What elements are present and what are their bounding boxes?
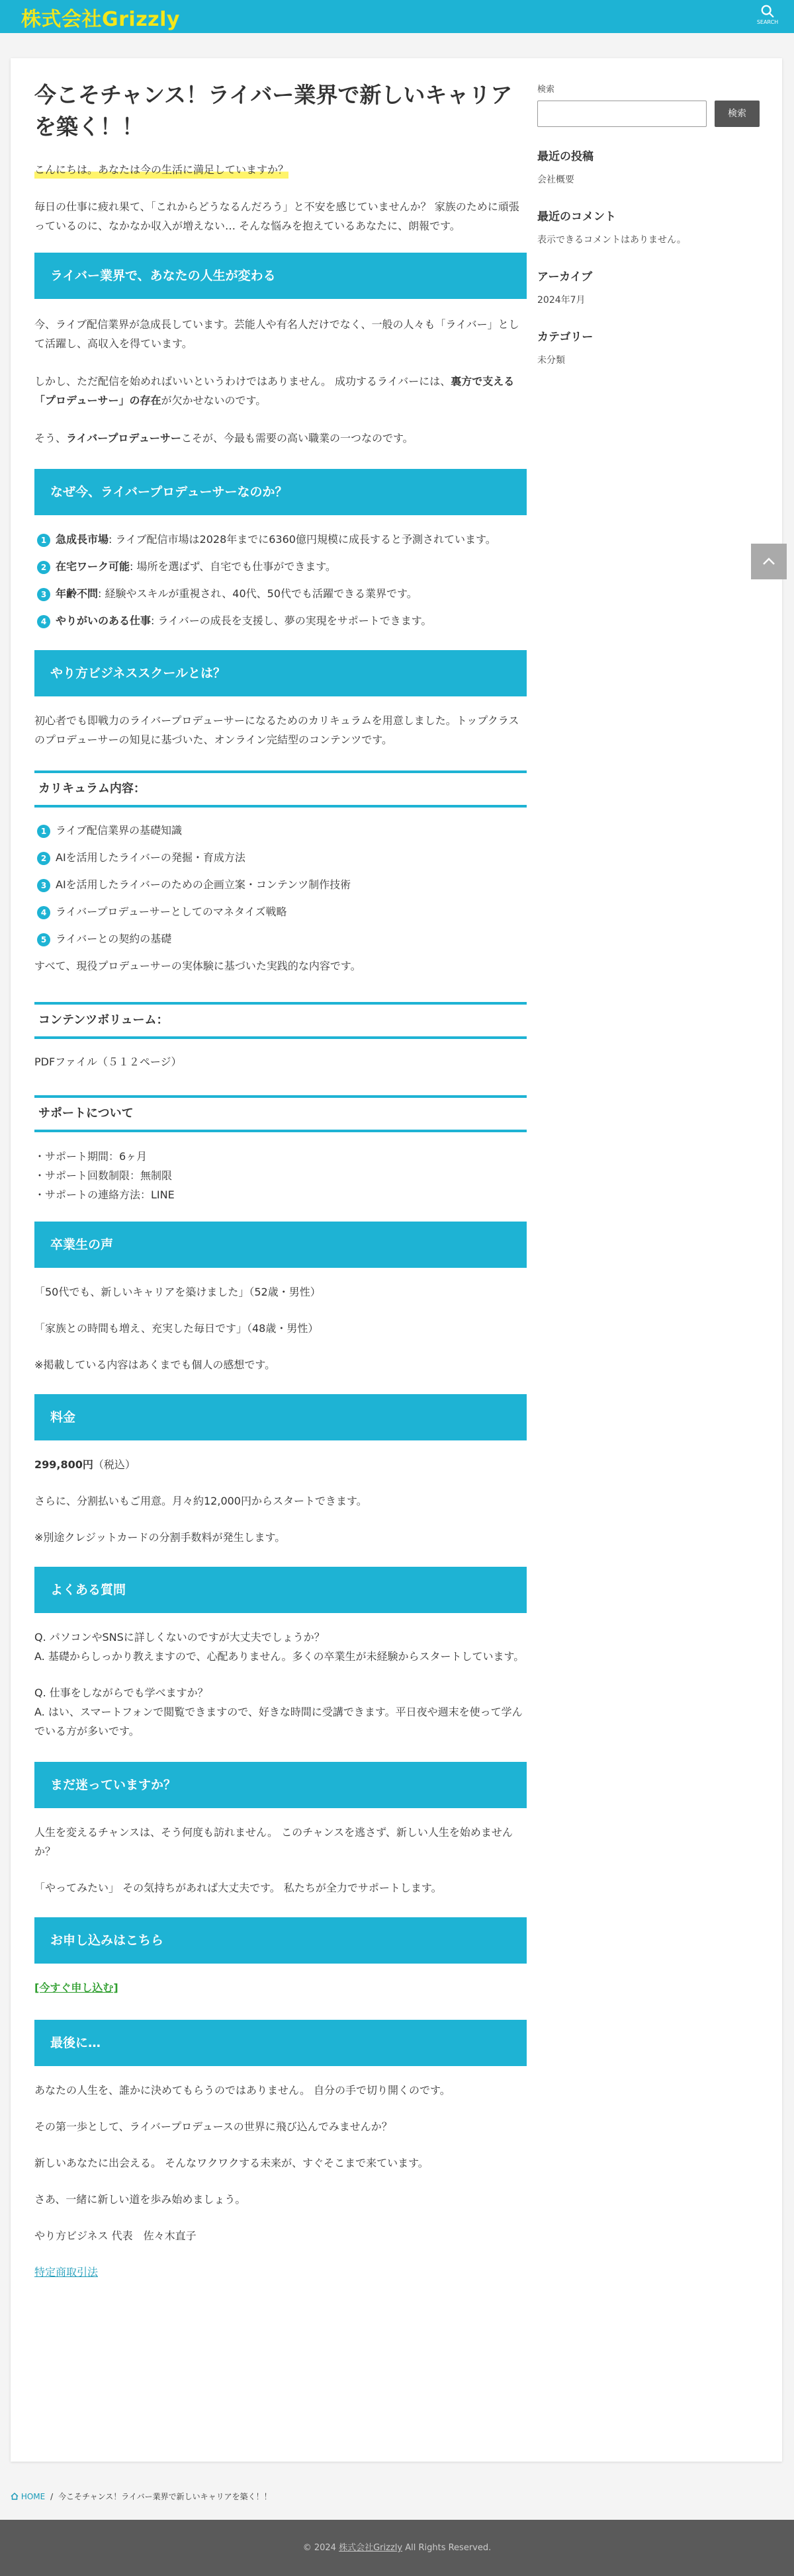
list-item: 5 ライバーとの契約の基礎: [34, 929, 527, 948]
recent-posts-title: 最近の投稿: [537, 150, 594, 163]
paragraph: 今、ライブ配信業界が急成長しています。芸能人や有名人だけでなく、一般の人々も「ライバー」として活躍し、高収入を得ています。: [34, 318, 519, 350]
apply-link[interactable]: [今すぐ申し込む]: [34, 1981, 118, 1994]
list-item: 3 AIを活用したライバーのための企画立案・コンテンツ制作技術: [34, 875, 527, 894]
section-heading: まだ迷っていますか？: [34, 1762, 527, 1808]
faq-question: Q. パソコンやSNSに詳しくないのですが大丈夫でしょうか？: [34, 1631, 325, 1643]
sidebar-search: [537, 82, 762, 135]
breadcrumb-current: 今こそチャンス！ライバー業界で新しいキャリアを築く！！: [58, 2492, 272, 2501]
testimonial: 「50代でも、新しいキャリアを築けました」（52歳・男性）: [34, 1286, 321, 1298]
archives-title: アーカイブ: [537, 270, 593, 284]
faq-answer: A. 基礎からしっかり教えますので、心配ありません。多くの卒業生が未経験からスタートしています。: [34, 1650, 525, 1663]
category-link[interactable]: 未分類: [537, 355, 565, 366]
section-heading: なぜ今、ライバープロデューサーなのか？: [34, 469, 527, 515]
recent-post-link[interactable]: 会社概要: [537, 175, 574, 185]
copyright: © 2024 株式会社Grizzly All Rights Reserved.: [302, 2543, 492, 2553]
price-amount: 299,800円: [34, 1458, 93, 1471]
emphasis: 裏方で支える「プロデューサー」の存在: [34, 375, 515, 407]
search-icon: [760, 4, 775, 19]
paragraph: 「やってみたい」 その気持ちがあれば大丈夫です。 私たちが全力でサポートします。: [34, 1882, 442, 1894]
paragraph: さらに、分割払いもご用意。月々約12,000円からスタートできます。: [34, 1495, 367, 1507]
header-search-button[interactable]: [754, 3, 781, 30]
emphasis: ライバープロデューサー: [66, 432, 181, 444]
sidebar-search-input[interactable]: [537, 101, 707, 127]
section-heading: よくある質問: [34, 1567, 527, 1613]
breadcrumb-separator: /: [50, 2492, 54, 2501]
breadcrumb-home[interactable]: HOME: [11, 2492, 48, 2501]
paragraph: しかし、ただ配信を始めればいいというわけではありません。 成功するライバーには、裏方で支える「プロデューサー」の存在が欠かせないのです。: [34, 375, 515, 407]
no-comments-text: 表示できるコメントはありません。: [537, 235, 686, 245]
sidebar-search-button[interactable]: 検索: [715, 101, 760, 127]
paragraph: 初心者でも即戦力のライバープロデューサーになるためのカリキュラムを用意しました。トップクラスのプロデューサーの知見に基づいた、オンライン完結型のコンテンツです。: [34, 714, 519, 746]
archive-link[interactable]: 2024年7月: [537, 295, 586, 306]
list-item: 2 在宅ワーク可能: 場所を選ばず、自宅でも仕事ができます。: [34, 557, 527, 576]
search-widget-label: 検索: [537, 85, 555, 95]
paragraph: PDFファイル（５１２ページ）: [34, 1056, 182, 1068]
curriculum-list: [34, 821, 527, 948]
support-line: ・サポート回数制限：無制限: [34, 1169, 173, 1182]
lead-highlight: こんにちは。あなたは今の生活に満足していますか？: [34, 161, 288, 179]
paragraph: 人生を変えるチャンスは、そう何度も訪れません。 このチャンスを逃さず、新しい人生を始めませんか？: [34, 1826, 513, 1858]
section-heading: 料金: [34, 1394, 527, 1440]
post-title: 今こそチャンス！ライバー業界で新しいキャリアを築く！！: [34, 82, 513, 140]
site-footer: [0, 2520, 794, 2576]
subsection-heading: サポートについて: [34, 1095, 527, 1132]
paragraph: ※掲載している内容はあくまでも個人の感想です。: [34, 1358, 276, 1371]
intro-paragraph: 毎日の仕事に疲れ果て、「これからどうなるんだろう」と不安を感じていませんか？ 家族のために頑張っているのに、なかなか収入が増えない… そんな悩みを抱えているあなたに、朗報です。: [34, 200, 519, 232]
paragraph: ※別途クレジットカードの分割手数料が発生します。: [34, 1531, 286, 1544]
breadcrumb: [11, 2491, 272, 2502]
section-heading: 最後に…: [34, 2020, 527, 2066]
paragraph: あなたの人生を、誰かに決めてもらうのではありません。 自分の手で切り開くのです。: [34, 2084, 451, 2097]
reasons-list: [34, 530, 527, 630]
subsection-heading: コンテンツボリューム：: [34, 1002, 527, 1039]
section-heading: やり方ビジネススクールとは？: [34, 650, 527, 696]
list-item: 2 AIを活用したライバーの発掘・育成方法: [34, 848, 527, 867]
paragraph: そう、ライバープロデューサーこそが、今最も需要の高い職業の一つなのです。: [34, 432, 414, 444]
faq-question: Q. 仕事をしながらでも学べますか？: [34, 1686, 208, 1699]
list-item: 4 やりがいのある仕事: ライバーの成長を支援し、夢の実現をサポートできます。: [34, 611, 527, 630]
price-paragraph: 299,800円（税込）: [34, 1458, 136, 1471]
sidebar: [537, 82, 762, 366]
legal-link[interactable]: 特定商取引法: [34, 2266, 99, 2278]
paragraph: その第一歩として、ライバープロデュースの世界に飛び込んでみませんか？: [34, 2120, 392, 2133]
subsection-heading: カリキュラム内容：: [34, 770, 527, 808]
site-header: [0, 0, 794, 33]
signature: やり方ビジネス 代表 佐々木直子: [34, 2229, 197, 2242]
list-item: 3 年齢不問: 経験やスキルが重視され、40代、50代でも活躍できる業界です。: [34, 584, 527, 603]
paragraph: さあ、一緒に新しい道を歩み始めましょう。: [34, 2193, 246, 2206]
list-item: 1 急成長市場: ライブ配信市場は2028年までに6360億円規模に成長すると予測されています。: [34, 530, 527, 549]
site-title[interactable]: 株式会社Grizzly: [21, 8, 180, 31]
support-line: ・サポート期間：6ヶ月: [34, 1150, 148, 1163]
paragraph: すべて、現役プロデューサーの実体験に基づいた実践的な内容です。: [34, 960, 361, 972]
support-line: ・サポートの連絡方法：LINE: [34, 1188, 175, 1201]
chevron-up-icon: [751, 544, 787, 579]
recent-comments-title: 最近のコメント: [537, 210, 616, 224]
article: [34, 78, 527, 2282]
back-to-top-button[interactable]: [751, 544, 787, 579]
paragraph: 新しいあなたに出会える。 そんなワクワクする未来が、すぐそこまで来ています。: [34, 2157, 429, 2169]
search-label: SEARCH: [756, 19, 779, 25]
section-heading: お申し込みはこちら: [34, 1917, 527, 1964]
section-heading: ライバー業界で、あなたの人生が変わる: [34, 253, 527, 299]
footer-company-link[interactable]: 株式会社Grizzly: [339, 2543, 403, 2553]
testimonial: 「家族との時間も増え、充実した毎日です」（48歳・男性）: [34, 1322, 319, 1335]
categories-title: カテゴリー: [537, 331, 594, 344]
home-icon: [11, 2493, 19, 2500]
faq-answer: A. はい、スマートフォンで閲覧できますので、好きな時間に受講できます。平日夜や週末を使って学んでいる方が多いです。: [34, 1706, 523, 1737]
content-card: [11, 58, 782, 2462]
section-heading: 卒業生の声: [34, 1222, 527, 1268]
list-item: 1 ライブ配信業界の基礎知識: [34, 821, 527, 840]
list-item: 4 ライバープロデューサーとしてのマネタイズ戦略: [34, 902, 527, 921]
